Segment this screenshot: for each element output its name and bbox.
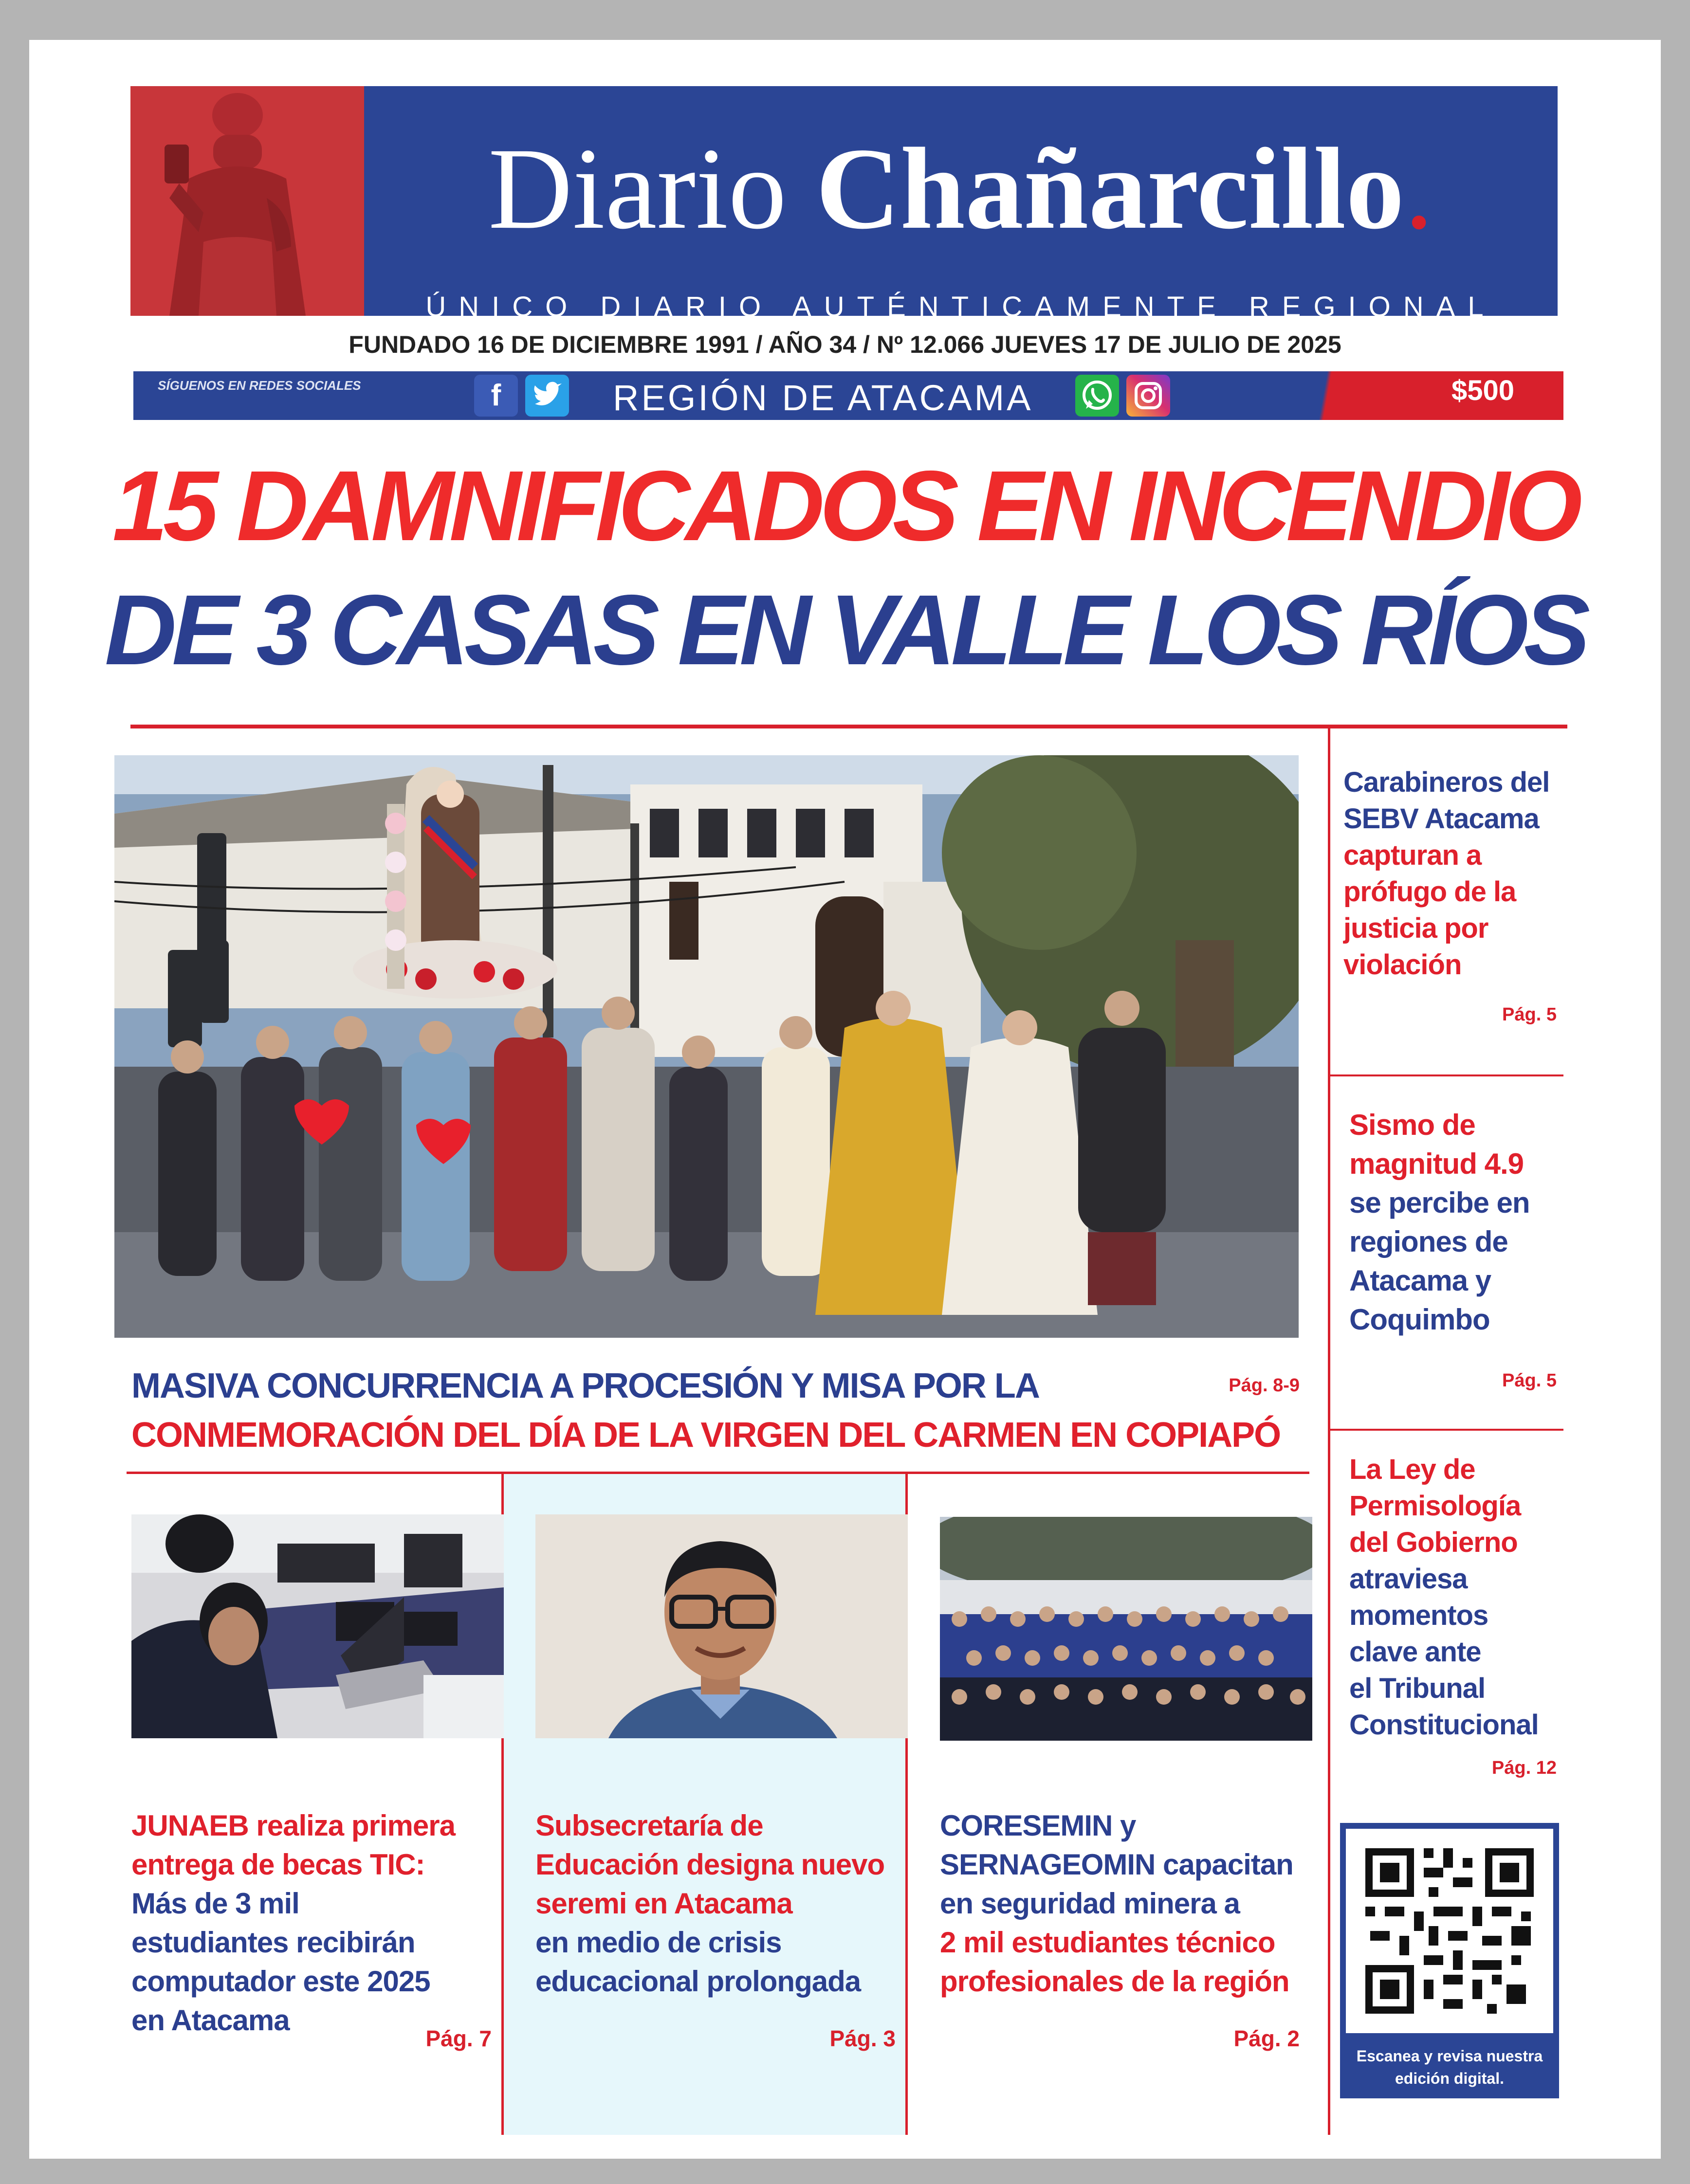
brief-line: Permisología [1349,1490,1521,1522]
story-line: computador este 2025 [131,1965,430,1998]
newspaper-name [364,124,1558,253]
headline-line-1[interactable]: 15 DAMNIFICADOS EN INCENDIO [112,450,1578,562]
brief-line: momentos [1349,1600,1488,1631]
brief-sismo-page: Pág. 5 [1502,1370,1557,1391]
main-story-photo[interactable] [114,755,1299,1338]
brief-line: clave ante [1349,1636,1481,1668]
brief-line: regiones de [1349,1225,1508,1258]
story-line: entrega de becas TIC: [131,1848,425,1881]
headline-line-2[interactable]: DE 3 CASAS EN VALLE LOS RÍOS [104,574,1586,686]
social-bar [133,371,1563,420]
slogan: ÚNICO DIARIO AUTÉNTICAMENTE REGIONAL [425,291,1496,323]
name-light: Diario [488,124,787,253]
brief-line: magnitud 4.9 [1349,1147,1524,1180]
brief-line: Atacama y [1349,1264,1491,1297]
story-line: CORESEMIN y [940,1809,1136,1842]
story-coresemin-page: Pág. 2 [1233,2026,1300,2051]
story-line: educacional prolongada [535,1965,861,1998]
brief-line: prófugo de la [1343,876,1516,908]
qr-code[interactable] [1346,1829,1553,2033]
brief-line: Sismo de [1349,1109,1475,1141]
right-column-rule [1328,728,1330,2135]
story-coresemin[interactable] [940,1806,1320,2001]
brief-carabineros[interactable] [1343,764,1558,983]
brief-line: se percibe en [1349,1186,1530,1219]
brief-divider-1 [1329,1074,1563,1076]
main-story-page: Pág. 8-9 [1229,1375,1300,1396]
qr-code-panel[interactable] [1340,1823,1559,2098]
story-line: 2 mil estudiantes técnico [940,1926,1275,1959]
story-line: en seguridad minera a [940,1887,1240,1920]
coresemin-photo[interactable] [940,1517,1312,1741]
name-dot: . [1404,124,1434,253]
seremi-photo[interactable] [535,1514,908,1738]
masthead-statue-image [130,86,364,316]
story-line: estudiantes recibirán [131,1926,415,1959]
statue-illustration [130,86,364,316]
brief-line: capturan a [1343,839,1482,871]
story-line: Subsecretaría de [535,1809,763,1842]
story-line: en medio de crisis [535,1926,782,1959]
qr-caption-line: Escanea y revisa nuestra [1356,2047,1543,2065]
students-laptops-illustration [131,1514,504,1738]
qr-caption [1340,2045,1559,2090]
name-bold: Chañarcillo [816,124,1405,253]
facebook-icon[interactable]: f [474,375,518,417]
story-line: Más de 3 mil [131,1887,299,1920]
brief-line: violación [1343,949,1462,981]
follow-label: SÍGUENOS EN REDES SOCIALES [158,378,361,393]
brief-line: Coquimbo [1349,1303,1490,1336]
junaeb-photo[interactable] [131,1514,504,1738]
story-junaeb[interactable] [131,1806,501,2040]
masthead-banner [364,86,1558,323]
story-line: profesionales de la región [940,1965,1289,1998]
brief-line: del Gobierno [1349,1527,1518,1558]
brief-line: Carabineros del [1343,766,1550,798]
brief-sismo[interactable] [1349,1106,1563,1339]
story-line: SERNAGEOMIN capacitan [940,1848,1293,1881]
brief-line: justicia por [1343,912,1488,944]
twitter-icon[interactable] [525,375,569,417]
qr-caption-line: edición digital. [1395,2070,1504,2087]
main-caption-line-1[interactable]: MASIVA CONCURRENCIA A PROCESIÓN Y MISA POR LA [131,1366,1039,1405]
story-line: en Atacama [131,2004,290,2037]
brief-line: La Ley de [1349,1454,1475,1485]
price: $500 [1451,375,1515,406]
main-caption-line-2[interactable]: CONMEMORACIÓN DEL DÍA DE LA VIRGEN DEL CARMEN EN COPIAPÓ [131,1416,1281,1455]
story-subsecretaria[interactable] [535,1806,905,2001]
region-label: REGIÓN DE ATACAMA [613,378,1033,418]
headline-divider [130,725,1567,728]
instagram-icon[interactable] [1126,375,1170,417]
group-photo-illustration [940,1517,1312,1741]
founded-line: FUNDADO 16 DE DICIEMBRE 1991 / AÑO 34 / Nº 12.066 JUEVES 17 DE JULIO DE 2025 [349,331,1341,358]
brief-permisologia[interactable] [1349,1451,1563,1743]
qr-code-icon [1346,1829,1553,2033]
brief-line: atraviesa [1349,1563,1468,1595]
newspaper-front-page [29,40,1661,2159]
brief-divider-2 [1329,1429,1563,1431]
story-line: seremi en Atacama [535,1887,792,1920]
story-line: Educación designa nuevo [535,1848,885,1881]
brief-line: el Tribunal [1349,1673,1486,1704]
brief-line: Constitucional [1349,1709,1539,1741]
story-line: JUNAEB realiza primera [131,1809,455,1842]
brief-line: SEBV Atacama [1343,803,1539,835]
whatsapp-icon[interactable] [1075,375,1119,417]
brief-carabineros-page: Pág. 5 [1502,1004,1557,1025]
brief-permisologia-page: Pág. 12 [1491,1758,1557,1778]
story-junaeb-page: Pág. 7 [425,2026,492,2051]
procession-photo-illustration [114,755,1299,1338]
story-subsecretaria-page: Pág. 3 [829,2026,896,2051]
portrait-illustration [535,1514,908,1738]
